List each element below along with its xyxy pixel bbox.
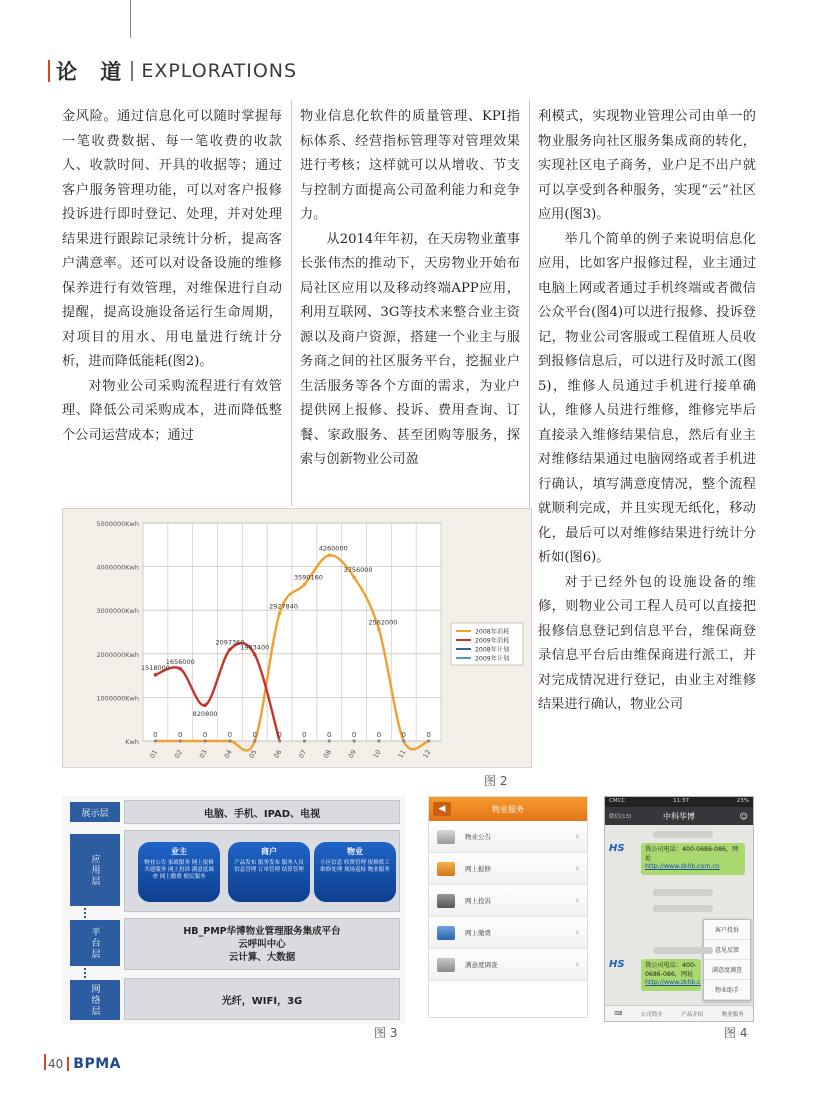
app-owner-block [138,842,220,902]
zero-label: 0 [202,731,208,739]
zero-point [402,739,405,742]
data-point [154,673,158,677]
timestamp-pill [653,905,713,912]
data-point [253,653,257,657]
figure-2-chart [62,508,532,768]
data-point [377,627,381,631]
footer-accent-bar [44,1054,46,1070]
zero-label: 0 [178,731,183,739]
text-column-1 [62,105,282,448]
x-tick-label: 11 [396,748,408,760]
paragraph: 举几个简单的例子来说明信息化应用，比如客户报修过程，业主通过电脑上网或者通过手机终端或者微信公众平台(图4)可以进行报修、投诉登记，物业公司客服或工程值班人员收到报修信息后，可以进行及时派工(图5)，维修人员通过手机进行接单确认，维修人员进行维修，维修完毕后直接录入维修结果信息，然后有业主对维修结果通过电脑网络或者手机进行确认，填写满意度情况，整个流程就顺利完成，并且实现无纸化，移动化，最后可以对维修结果进行统计分析如(图6)。 [538,231,756,565]
menu-item-label: 物业公告 [465,833,491,841]
x-tick-label: 03 [197,748,209,760]
zero-label: 0 [426,731,431,739]
text-column-2 [300,105,520,473]
x-tick-label: 05 [247,748,259,760]
tab-property-service[interactable]: 物业服务 [721,1011,744,1018]
popup-item-complaint[interactable]: 客户投诉 [704,920,750,940]
app-title-bar [429,797,587,821]
brand-logo: BPMA [73,1056,121,1072]
section-title-en: EXPLORATIONS [141,60,298,82]
zero-point [352,739,355,742]
x-tick-label: 04 [222,748,234,760]
chat-title: 中科华博 [663,811,695,821]
text-column-3 [538,105,756,718]
x-tick-label: 12 [421,748,433,760]
y-tick-label: 2000000Kwh [96,650,139,659]
x-tick-label: 06 [272,748,284,760]
timestamp-pill [653,831,713,838]
menu-item-survey[interactable] [429,949,587,981]
user-icon[interactable]: ☺ [739,811,748,821]
page-footer [48,1056,121,1072]
figure-4-screens [424,796,754,1026]
zero-point [377,739,380,742]
paragraph: 对物业公司采购流程进行有效管理、降低公司采购成本，进而降低整个公司运营成本；通过 [62,378,282,443]
menu-item-label: 满意度调查 [465,961,498,969]
timestamp-pill [653,947,713,954]
platform-line-3: 云计算、大数据 [228,951,296,963]
x-tick-label: 02 [172,748,185,760]
column-rule [291,100,292,506]
data-point [178,667,182,671]
app-title: 物业服务 [492,804,524,814]
zero-label: 0 [327,731,332,739]
chevron-right-icon: › [575,895,579,906]
data-point [352,575,356,579]
paragraph: 物业信息化软件的质量管理、KPI指标体系、经营指标管理等对管理效果进行考核；这样就可以从增收、节支与控制方面提高公司盈利能力和竞争力。 [300,109,520,222]
app-owner-title: 业主 [171,847,187,856]
x-tick-label: 07 [297,748,309,760]
wechat-screen [604,796,754,1022]
app-property-title: 物业 [347,847,363,856]
zero-point [427,739,430,742]
platform-line-2: 云呼叫中心 [238,938,286,950]
zero-label: 0 [277,731,282,739]
app-merchant-title: 商户 [261,847,277,856]
figure-4-caption: 图 4 [724,1026,748,1040]
message-bubble [641,959,701,991]
back-arrow-icon[interactable]: ◀ [433,802,451,816]
message-link[interactable]: http://www.zkhb.c [645,979,701,986]
message-text: 我公司电话：400-0686-086，网址 [645,962,697,978]
card-icon [437,926,455,940]
app-merchant-block [228,842,310,902]
chevron-right-icon: › [575,959,579,970]
app-property-items: 小区信息 收费管理 报修派工 维修处理 现场巡检 物业服务 [320,860,390,873]
menu-item-complaint[interactable] [429,885,587,917]
zero-label: 0 [401,731,406,739]
layer-tag-app: 应用层 [70,834,120,906]
paragraph: 金风险。通过信息化可以随时掌握每一笔收费数据、每一笔收费的收款人、收款时间、开具的收据等；通过客户服务管理功能，可以对客户报修投诉进行即时登记、处理，并对处理结果进行跟踪记录统计分析，提高客户满意率。还可以对设备设施的维修保养进行有效管理，对维保进行自动提醒，提高设施设备运行生命周期，对项目的用水、用电量进行统计分析，进而降低能耗(图2)。 [62,109,282,369]
layer-connector [84,908,86,918]
data-label: 2562000 [368,618,398,627]
x-tick-label: 08 [321,748,334,760]
app-owner-items: 物业公告 家政服务 网上报修 共建服务 网上投诉 满意度调查 网上缴费 便民服务 [144,860,214,880]
menu-item-notice[interactable] [429,821,587,853]
page-number: 40 [48,1057,64,1071]
data-label: 820800 [192,710,218,719]
figure-3-diagram [62,796,406,1024]
y-tick-label: Kwh [125,738,139,746]
layer-connector [84,968,86,978]
timestamp-pill [653,889,713,896]
menu-item-label: 网上投诉 [465,897,491,905]
display-layer-box: 电脑、手机、IPAD、电视 [124,800,400,824]
data-label: 2097360 [215,638,245,647]
data-point [203,703,207,707]
chevron-right-icon: › [575,927,579,938]
status-bar [605,797,753,807]
carrier-label: CMCC [609,798,626,804]
chevron-right-icon: › [575,831,579,842]
notice-icon [437,830,455,844]
x-tick-label: 01 [148,748,160,760]
popup-item-assistant[interactable]: 物业助手 [704,980,750,1000]
survey-icon [437,958,455,972]
service-menu-popup [703,919,751,1001]
wechat-bottom-menu [605,1005,753,1021]
section-title-cn: 论 道 [56,59,130,84]
zero-label: 0 [227,731,233,739]
zero-label: 0 [351,731,357,739]
y-tick-label: 4000000Kwh [96,563,139,572]
clock-label: 11:37 [673,798,689,804]
tab-products[interactable]: 产品介绍 [681,1011,704,1018]
data-label: 4260000 [318,544,348,553]
hs-logo: HS [609,843,625,854]
menu-item-label: 网上缴费 [465,929,491,937]
data-label: 3756000 [343,566,373,575]
chevron-right-icon: › [575,863,579,874]
paragraph: 利模式，实现物业管理公司由单一的物业服务向社区服务集成商的转化，实现社区电子商务，业户足不出户就可以享受到各种服务，实现“云”社区应用(图3)。 [538,109,756,222]
data-label: 1518000 [140,663,170,672]
section-divider [131,61,133,81]
x-tick-label: 10 [371,748,383,760]
legend-label: 2008年消耗 [475,628,510,636]
y-tick-label: 5000000Kwh [96,520,139,528]
zero-label: 0 [376,731,382,739]
app-merchant-items: 产品发布 服务发布 服务人员 信息管理 订单管理 结算管理 [234,860,304,873]
pencil-icon [437,862,455,876]
battery-label: 23% [736,798,749,804]
data-point [278,612,282,616]
data-label: 1656000 [165,657,195,666]
property-app-screen [428,796,588,1018]
top-rule [130,0,131,38]
popup-item-survey[interactable]: 满意度调查 [704,960,750,980]
y-tick-label: 1000000Kwh [96,694,139,703]
data-point [327,553,331,557]
message-bubble [641,843,745,875]
layer-tag-platform: 平台层 [70,920,120,966]
zero-point [303,739,306,742]
figure-3-caption: 图 3 [374,1026,398,1040]
back-to-wechat-link[interactable]: 微信(13) [609,814,632,820]
data-point [228,648,232,652]
message-text: 我公司电话：400-0686-086，网址 [645,846,739,862]
app-property-block [314,842,396,902]
menu-item-repair[interactable] [429,853,587,885]
zero-point [203,739,206,742]
platform-layer-box [124,918,400,970]
data-label: 2927840 [269,602,299,611]
keyboard-icon[interactable]: ⌨ [614,1010,623,1017]
section-header [56,56,297,86]
legend-label: 2009年计划 [475,655,510,663]
network-layer-box: 光纤，WIFI，3G [124,978,400,1020]
data-label: 3590160 [293,573,323,582]
menu-item-label: 网上报修 [465,865,491,873]
energy-line-chart [63,509,533,769]
footer-divider [67,1057,69,1071]
zero-label: 0 [302,731,307,739]
figure-2-caption: 图 2 [484,774,508,788]
zero-point [154,739,157,742]
data-label: 1983400 [240,643,270,652]
layer-tag-display: 展示层 [70,802,120,822]
paragraph: 从2014年年初，在天房物业董事长张伟杰的推动下，天房物业开始布局社区应用以及移动终端APP应用，利用互联网、3G等技术来整合业主资源以及商户资源，搭建一个业主与服务商之间的社区服务平台，挖掘业户生活服务等各个方面的需求，为业户提供网上报修、投诉、费用查询、订餐、家政服务、甚至团购等服务，探索与创新物业公司盈 [300,231,520,467]
zero-point [253,739,256,742]
menu-item-payment[interactable] [429,917,587,949]
header-accent-bar [48,60,50,82]
x-tick-label: 09 [346,748,358,760]
zero-point [328,739,331,742]
legend-label: 2008年计划 [475,646,510,654]
paragraph: 对于已经外包的设施设备的维修，则物业公司工程人员可以直接把报修信息登记到信息平台，维保商登录信息平台后由维保商进行派工，并对完成情况进行登记，由业主对维修结果进行确认，物业公司 [538,574,756,712]
zero-point [179,739,182,742]
zero-label: 0 [153,731,158,739]
data-point [303,583,307,587]
tab-company[interactable]: 公司简介 [640,1011,663,1018]
message-link[interactable]: http://www.zkhb.com.cn [645,863,720,870]
chat-title-bar [605,807,753,825]
zero-point [278,739,281,742]
y-tick-label: 3000000Kwh [96,607,139,616]
monitor-icon [437,894,455,908]
legend-label: 2009年消耗 [475,637,510,645]
layer-tag-network: 网络层 [70,980,120,1020]
hs-logo: HS [609,959,625,970]
popup-item-feedback[interactable]: 意见反馈 [704,940,750,960]
zero-point [228,739,231,742]
zero-label: 0 [252,731,257,739]
platform-line-1: HB_PMP华博物业管理服务集成平台 [183,925,341,937]
